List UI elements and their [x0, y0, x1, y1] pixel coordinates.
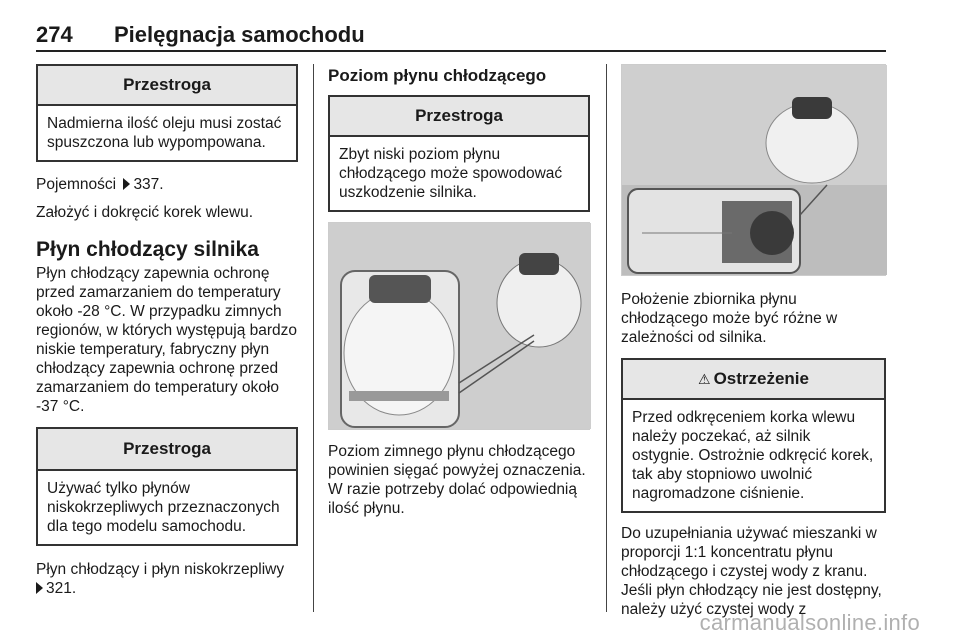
- reservoir-location-photo: [621, 64, 886, 276]
- coolant-reservoir-photo: [328, 222, 590, 430]
- caution-box-coolant-type: [36, 427, 298, 546]
- warning-body: Przed odkręceniem korka wlewu należy poczekać, aż silnik ostygnie. Ostrożnie odkręcić korek, tak aby stopniowo uwolnić nagromadzone ciśnienie.: [632, 409, 874, 502]
- subheading: Poziom płynu chłodzącego: [328, 66, 547, 85]
- capacities-line: Pojemności 337.: [36, 176, 164, 193]
- warning-triangle-icon: ⚠: [698, 371, 711, 387]
- column-divider: [313, 64, 314, 612]
- antifreeze-line: Płyn chłodzący i płyn niskokrzepliwy 321.: [36, 561, 285, 597]
- column-3: [621, 64, 886, 619]
- watermark: carmanualsonline.info: [699, 610, 920, 635]
- antifreeze-ref[interactable]: 321.: [46, 580, 77, 597]
- warning-box: [621, 358, 886, 513]
- reservoir-location-illustration: [622, 65, 887, 275]
- column-2: [328, 64, 590, 518]
- page-title: Pielęgnacja samochodu: [114, 22, 365, 47]
- location-caption: Położenie zbiornika płynu chłodzącego może być różne w zależności od silnika.: [621, 291, 838, 346]
- column-divider: [606, 64, 607, 612]
- page-number: 274: [36, 22, 73, 47]
- caution-box-oil: [36, 64, 298, 162]
- caution-heading: Przestroga: [38, 66, 296, 106]
- level-caption: Poziom zimnego płynu chłodzącego powinien sięgać powyżej oznaczenia. W razie potrzeby dolać odpowiednią ilość płynu.: [328, 443, 586, 517]
- column-1: [36, 64, 298, 598]
- caution-body: Nadmierna ilość oleju musi zostać spuszczona lub wypompowana.: [47, 115, 282, 151]
- warning-heading: ⚠ Ostrzeżenie: [623, 360, 884, 400]
- caution-box-coolant-level: [328, 95, 590, 212]
- section-title: Płyn chłodzący silnika: [36, 238, 259, 261]
- section-body: Płyn chłodzący zapewnia ochronę przed zamarzaniem do temperatury około -28 °C. W przypadku zimnych regionów, w których występują bardzo niskie temperatury, fabryczny płyn chłodzący zapewnia ochronę przed zamarzaniem do temperatury około -37 °C.: [36, 265, 298, 415]
- caution-body: Zbyt niski poziom płynu chłodzącego może spowodować uszkodzenie silnika.: [339, 146, 563, 201]
- header-divider: [36, 50, 886, 52]
- capacities-ref[interactable]: 337.: [133, 176, 164, 193]
- caution-body: Używać tylko płynów niskokrzepliwych przeznaczonych dla tego modelu samochodu.: [47, 480, 280, 535]
- caution-heading: Przestroga: [330, 97, 588, 137]
- page-header: [36, 22, 365, 48]
- coolant-reservoir-illustration: [329, 223, 591, 429]
- caution-heading: Przestroga: [38, 429, 296, 471]
- triangle-arrow-icon: [123, 178, 130, 190]
- close-cap-text: Założyć i dokręcić korek wlewu.: [36, 204, 254, 221]
- mixing-text: Do uzupełniania używać mieszanki w proporcji 1:1 koncentratu płynu chłodzącego i czystej wody z kranu. Jeśli płyn chłodzący nie jest dostępny, należy użyć czystej wody z: [621, 525, 882, 618]
- triangle-arrow-icon: [36, 582, 43, 594]
